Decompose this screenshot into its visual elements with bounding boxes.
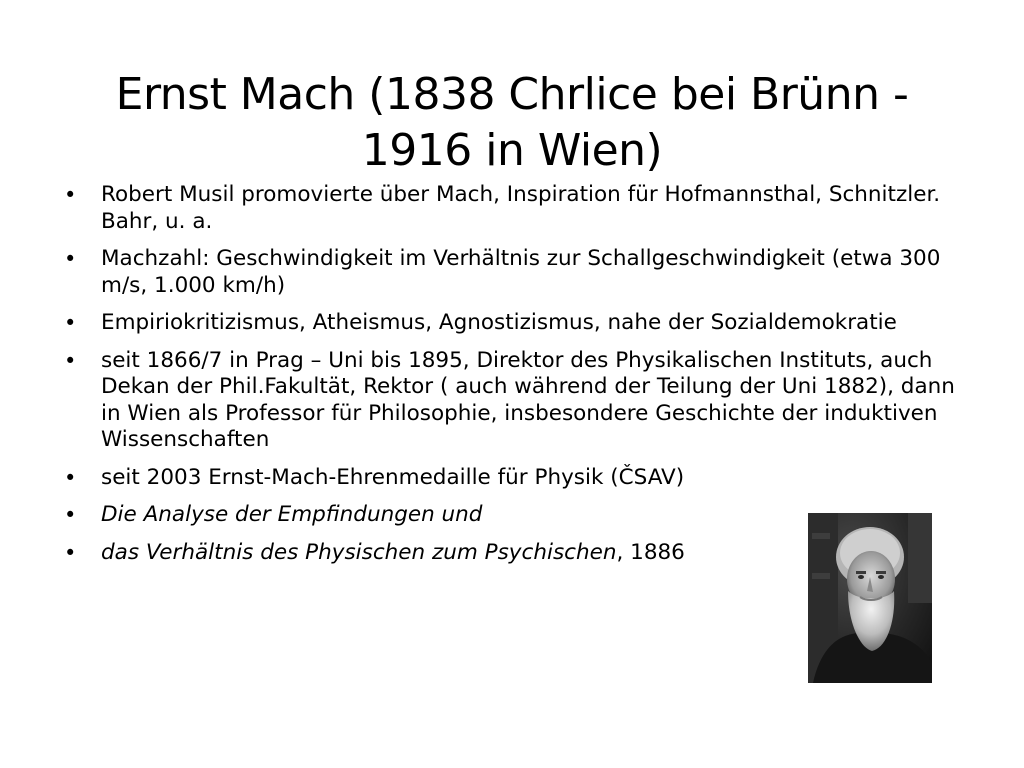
bullet-icon: • [64,348,77,373]
bullet-item [60,246,970,299]
bullet-icon: • [64,183,77,207]
bullet-item [60,182,970,235]
bullet-icon: • [64,311,77,335]
portrait-icon [808,513,932,683]
bullet-text: Empiriokritizismus, Atheismus, Agnostizismus, nahe der Sozialdemokratie [101,310,897,335]
bullet-icon: • [64,503,77,527]
bullet-item [60,540,791,567]
bullet-text: Robert Musil promovierte über Mach, Inspiration für Hofmannsthal, Schnitzler. Bahr, u. a. [101,182,941,234]
bullet-item [60,502,791,529]
bullet-text: Machzahl: Geschwindigkeit im Verhältnis zur Schallgeschwindigkeit (etwa 300 m/s, 1.000 km/h) [101,246,941,298]
bullet-item [60,465,791,492]
bullet-text: Die Analyse der Empfindungen und [101,502,483,527]
portrait-photo [808,513,932,683]
bullet-item [60,348,970,454]
bullet-text: seit 1866/7 in Prag – Uni bis 1895, Direktor des Physikalischen Instituts, auch Dekan der Phil.Fakultät, Rektor ( auch während der Teilung der Uni 1882), dann in Wien als Professor für Philosophie, insbesondere Geschichte der induktiven Wissenschaften [101,347,955,452]
bullet-item [60,310,970,337]
bullet-icon: • [64,247,77,271]
bullet-icon: • [64,465,77,490]
book-year: , 1886 [616,539,685,565]
slide-title: Ernst Mach (1838 Chrlice bei Brünn - 1916 in Wien) [115,69,909,177]
bullet-text: seit 2003 Ernst-Mach-Ehrenmedaille für Physik (ČSAV) [101,464,685,490]
book-title: das Verhältnis des Physischen zum Psychischen [101,539,617,565]
bullet-icon: • [64,540,77,565]
